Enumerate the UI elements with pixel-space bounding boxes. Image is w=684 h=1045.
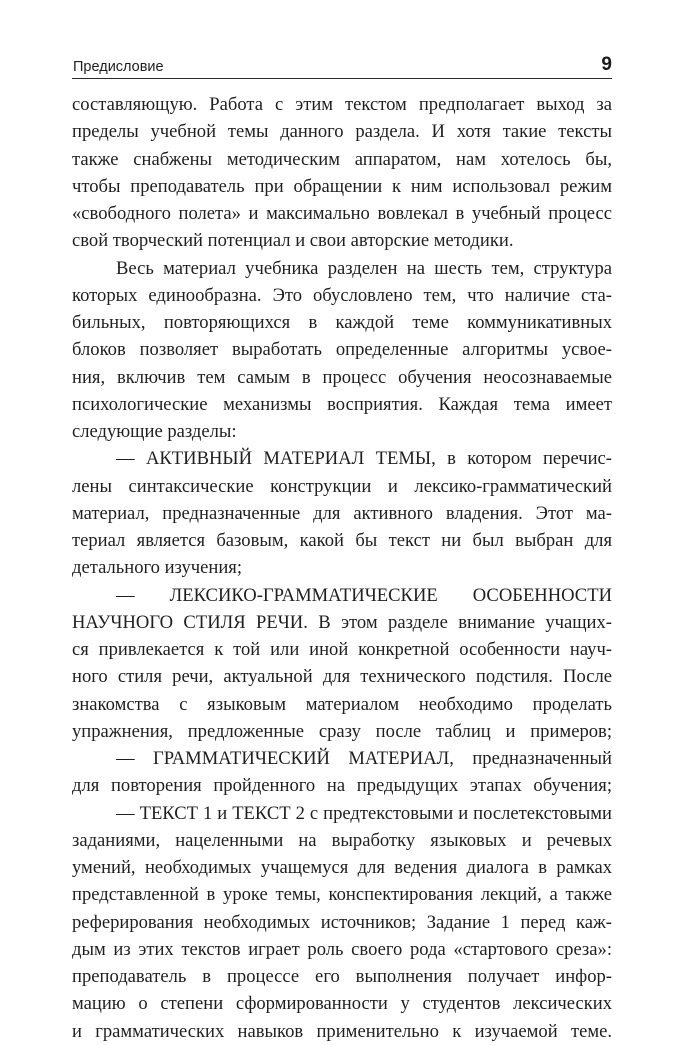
- text-line: материал, предназначенные для активного владения. Этот ма-: [72, 502, 612, 524]
- text-line: детального изучения;: [72, 557, 243, 579]
- text-line: лены синтаксические конструкции и лексико-грамматический: [72, 475, 612, 497]
- text-line: упражнения, предложенные сразу после таблиц и примеров;: [72, 720, 612, 742]
- text-line: дым из этих текстов играет роль своего рода «стартового среза»:: [72, 938, 612, 960]
- text-line: — ГРАММАТИЧЕСКИЙ МАТЕРИАЛ, предназначенный: [116, 748, 612, 769]
- text-line: НАУЧНОГО СТИЛЯ РЕЧИ. В этом разделе внимание учащих-: [72, 611, 612, 633]
- text-line: ся привлекается к той или иной конкретной особенности науч-: [72, 639, 612, 660]
- text-line: умений, необходимых учащемуся для ведения диалога в рамках: [72, 857, 612, 878]
- text-line: блоков позволяет выработать определенные алгоритмы усвое-: [72, 339, 612, 361]
- text-line: бильных, повторяющихся в каждой теме коммуникативных: [72, 312, 612, 333]
- text-line: преподаватель в процессе его выполнения получает инфор-: [72, 966, 612, 987]
- text-line: следующие разделы:: [72, 421, 237, 442]
- text-line: териал является базовым, какой бы текст ни был выбран для: [72, 530, 612, 551]
- text-line: ния, включив тем самым в процесс обучения неосознаваемые: [72, 366, 612, 388]
- text-line: чтобы преподаватель при обращении к ним использовал режим: [72, 175, 612, 197]
- text-line: заданиями, нацеленными на выработку языковых и речевых: [72, 829, 612, 851]
- text-line: свой творческий потенциал и свои авторские методики.: [72, 230, 514, 252]
- body-text: [72, 91, 612, 1045]
- text-line: и грамматических навыков применительно к изучаемой теме.: [72, 1020, 612, 1042]
- text-line: психологические механизмы восприятия. Каждая тема имеет: [72, 393, 612, 415]
- text-line: знакомства с языковым материалом необходимо проделать: [72, 693, 612, 715]
- text-line: пределы учебной темы данного раздела. И хотя такие тексты: [72, 121, 612, 143]
- text-line: «свободного полета» и максимально вовлекал в учебный процесс: [72, 203, 612, 224]
- text-line: также снабжены методическим аппаратом, нам хотелось бы,: [72, 148, 612, 170]
- text-line: составляющую. Работа с этим текстом предполагает выход за: [72, 94, 612, 115]
- text-line: представленной в уроке темы, конспектирования лекций, а также: [72, 884, 612, 906]
- text-line: — АКТИВНЫЙ МАТЕРИАЛ ТЕМЫ, в котором перечис-: [116, 448, 612, 470]
- text-line: мацию о степени сформированности у студентов лексических: [72, 993, 612, 1015]
- text-line: которых единообразна. Это обусловлено тем, что наличие ста-: [72, 284, 612, 306]
- text-line: ного стиля речи, актуальной для технического подстиля. После: [72, 666, 612, 688]
- text-line: — ЛЕКСИКО-ГРАММАТИЧЕСКИЕ ОСОБЕННОСТИ: [116, 584, 612, 606]
- section-title: Предисловие: [73, 59, 164, 75]
- text-line: для повторения пройденного на предыдущих этапах обучения;: [72, 775, 612, 797]
- text-line: реферирования необходимых источников; Задание 1 перед каж-: [72, 911, 612, 933]
- page-number: 9: [601, 54, 612, 75]
- text-line: — ТЕКСТ 1 и ТЕКСТ 2 с предтекстовыми и послетекстовыми: [116, 802, 612, 824]
- text-line: Весь материал учебника разделен на шесть тем, структура: [116, 257, 612, 279]
- running-header: [72, 56, 612, 79]
